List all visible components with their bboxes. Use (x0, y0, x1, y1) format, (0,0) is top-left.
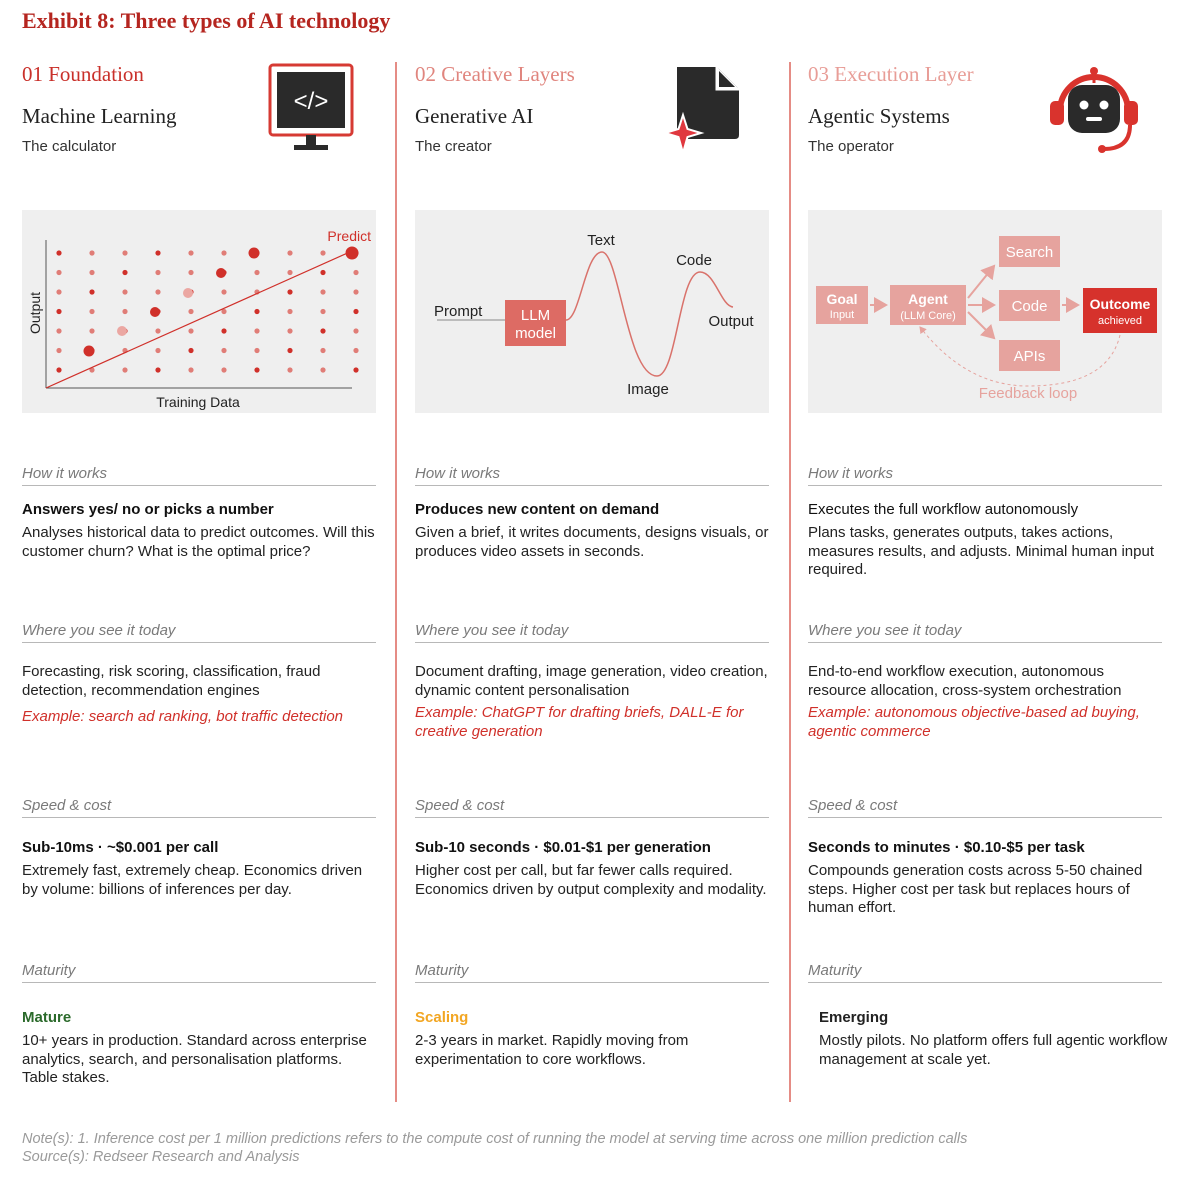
grid-dot (188, 270, 193, 275)
grid-dot (287, 367, 292, 372)
grid-dot (122, 309, 127, 314)
technology-role: The creator (415, 138, 492, 155)
how-body: Given a brief, it writes documents, designs visuals, or produces video assets in seconds. (415, 524, 769, 560)
section-label-speed: Speed & cost (415, 797, 769, 818)
grid-dot (287, 270, 292, 275)
where-body: End-to-end workflow execution, autonomous resource allocation, cross-system orchestration (808, 663, 1122, 699)
model-label: model (515, 325, 556, 342)
sparkle-document-icon (665, 63, 745, 160)
grid-dot (56, 367, 61, 372)
grid-dot (89, 250, 94, 255)
section-label-maturity: Maturity (22, 962, 376, 983)
feedback-label: Feedback loop (978, 385, 1078, 402)
technology-name: Agentic Systems (808, 104, 950, 128)
genai-diagram-panel (415, 210, 769, 413)
column-creative (415, 60, 771, 1100)
grid-dot (56, 250, 61, 255)
grid-dot (320, 250, 325, 255)
grid-dot (287, 289, 292, 294)
column-divider (789, 62, 791, 1102)
section-label-how: How it works (808, 465, 1162, 486)
goal-label: Goal (826, 291, 858, 307)
grid-dot (353, 348, 358, 353)
agentic-flow-panel (808, 210, 1162, 413)
data-point (183, 288, 193, 298)
grid-dot (353, 367, 358, 372)
grid-dot (89, 309, 94, 314)
grid-dot (353, 289, 358, 294)
grid-dot (188, 328, 193, 333)
speed-body: Higher cost per call, but far fewer calls required. Economics driven by output complexity and modality. (415, 862, 767, 898)
section-label-maturity: Maturity (415, 962, 769, 983)
section-label-maturity: Maturity (808, 962, 1162, 983)
how-heading: Executes the full workflow autonomously (808, 501, 1079, 518)
grid-dot (188, 348, 193, 353)
section-label-where: Where you see it today (22, 622, 376, 643)
speed-heading: Seconds to minutes · $0.10-$5 per task (808, 839, 1085, 856)
code-label: Code (1011, 298, 1048, 315)
grid-dot (122, 289, 127, 294)
speed-body: Extremely fast, extremely cheap. Economics driven by volume: billions of inferences per day. (22, 862, 363, 898)
section-label-where: Where you see it today (415, 622, 769, 643)
grid-dot (122, 270, 127, 275)
data-point (249, 248, 260, 259)
grid-dot (221, 289, 226, 294)
outcome-label: Outcome (1089, 296, 1151, 312)
grid-dot (155, 289, 160, 294)
predict-point (346, 247, 359, 260)
apis-label: APIs (1013, 348, 1046, 365)
section-label-speed: Speed & cost (22, 797, 376, 818)
outcome-sub: achieved (1097, 315, 1143, 327)
section-label-where: Where you see it today (808, 622, 1162, 643)
maturity-status: Scaling (415, 1009, 469, 1026)
column-execution (808, 60, 1168, 1100)
speed-heading: Sub-10ms · ~$0.001 per call (22, 839, 219, 856)
where-body: Forecasting, risk scoring, classification, fraud detection, recommendation engines (22, 663, 321, 699)
grid-dot (89, 270, 94, 275)
maturity-body: 10+ years in production. Standard across enterprise analytics, search, and personalisation platforms. Table stakes. (22, 1032, 367, 1086)
grid-dot (122, 367, 127, 372)
agent-sub: (LLM Core) (900, 310, 956, 322)
goal-sub: Input (829, 309, 855, 321)
how-body: Analyses historical data to predict outcomes. Will this customer churn? What is the optimal price? (22, 524, 375, 560)
footnote: Note(s): 1. Inference cost per 1 million predictions refers to the compute cost of running the model at serving time across one million prediction calls (22, 1131, 968, 1147)
grid-dot (320, 289, 325, 294)
grid-dot (320, 328, 325, 333)
speed-body: Compounds generation costs across 5-50 chained steps. Higher cost per task but replaces hours of human effort. (808, 862, 1143, 916)
source-note: Source(s): Redseer Research and Analysis (22, 1149, 300, 1165)
image-label: Image (627, 381, 669, 398)
grid-dot (221, 367, 226, 372)
grid-dot (155, 270, 160, 275)
grid-dot (56, 309, 61, 314)
where-body: Document drafting, image generation, video creation, dynamic content personalisation (415, 663, 768, 699)
svg-text:</>: </> (293, 88, 329, 115)
x-axis-label: Training Data (156, 394, 240, 410)
search-label: Search (1005, 244, 1054, 261)
grid-dot (155, 250, 160, 255)
section-label-how: How it works (415, 465, 769, 486)
llm-label: LLM (520, 307, 551, 324)
grid-dot (287, 250, 292, 255)
section-label-how: How it works (22, 465, 376, 486)
speed-heading: Sub-10 seconds · $0.01-$1 per generation (415, 839, 711, 856)
grid-dot (353, 270, 358, 275)
how-body: Plans tasks, generates outputs, takes actions, measures results, and adjusts. Minimal human input required. (808, 524, 1154, 578)
grid-dot (122, 250, 127, 255)
grid-dot (56, 289, 61, 294)
grid-dot (188, 250, 193, 255)
data-point (117, 326, 127, 336)
grid-dot (56, 328, 61, 333)
layer-label: 02 Creative Layers (415, 62, 575, 86)
robot-headset-icon (1046, 63, 1142, 164)
grid-dot (320, 348, 325, 353)
grid-dot (221, 328, 226, 333)
column-foundation (22, 60, 378, 1100)
output-label: Output (708, 313, 754, 330)
grid-dot (320, 309, 325, 314)
maturity-body: Mostly pilots. No platform offers full agentic workflow management at scale yet. (819, 1032, 1168, 1068)
grid-dot (56, 270, 61, 275)
grid-dot (254, 328, 259, 333)
where-example: Example: search ad ranking, bot traffic detection (22, 708, 344, 725)
grid-dot (89, 328, 94, 333)
technology-role: The calculator (22, 138, 117, 155)
data-point (150, 307, 160, 317)
prompt-label: Prompt (434, 303, 483, 320)
grid-dot (320, 367, 325, 372)
how-heading: Answers yes/ no or picks a number (22, 501, 274, 518)
where-example: Example: autonomous objective-based ad buying, agentic commerce (808, 704, 1140, 740)
text-label: Text (587, 232, 615, 249)
maturity-body: 2-3 years in market. Rapidly moving from experimentation to core workflows. (415, 1032, 689, 1068)
grid-dot (254, 270, 259, 275)
grid-dot (155, 328, 160, 333)
predict-label: Predict (327, 228, 371, 244)
grid-dot (287, 328, 292, 333)
y-axis-label: Output (27, 291, 43, 335)
maturity-status: Mature (22, 1009, 72, 1026)
maturity-status: Emerging (819, 1009, 889, 1026)
grid-dot (188, 367, 193, 372)
exhibit-title: Exhibit 8: Three types of AI technology (22, 8, 391, 33)
technology-name: Machine Learning (22, 104, 177, 128)
column-divider (395, 62, 397, 1102)
grid-dot (56, 348, 61, 353)
grid-dot (254, 309, 259, 314)
grid-dot (353, 328, 358, 333)
code-monitor-icon (268, 63, 354, 158)
layer-label: 03 Execution Layer (808, 62, 974, 86)
grid-dot (188, 309, 193, 314)
layer-label: 01 Foundation (22, 62, 144, 86)
code-label: Code (676, 252, 712, 269)
grid-dot (155, 367, 160, 372)
data-point (84, 346, 95, 357)
grid-dot (287, 348, 292, 353)
section-label-speed: Speed & cost (808, 797, 1162, 818)
grid-dot (221, 348, 226, 353)
grid-dot (287, 309, 292, 314)
how-heading: Produces new content on demand (415, 501, 660, 518)
ml-chart-panel (22, 210, 376, 413)
grid-dot (254, 348, 259, 353)
grid-dot (155, 348, 160, 353)
grid-dot (254, 367, 259, 372)
technology-name: Generative AI (415, 104, 534, 128)
grid-dot (221, 250, 226, 255)
grid-dot (320, 270, 325, 275)
grid-dot (353, 309, 358, 314)
data-point (216, 268, 226, 278)
grid-dot (89, 289, 94, 294)
agent-label: Agent (908, 291, 948, 307)
technology-role: The operator (808, 138, 894, 155)
where-example: Example: ChatGPT for drafting briefs, DALL-E for creative generation (415, 704, 744, 740)
